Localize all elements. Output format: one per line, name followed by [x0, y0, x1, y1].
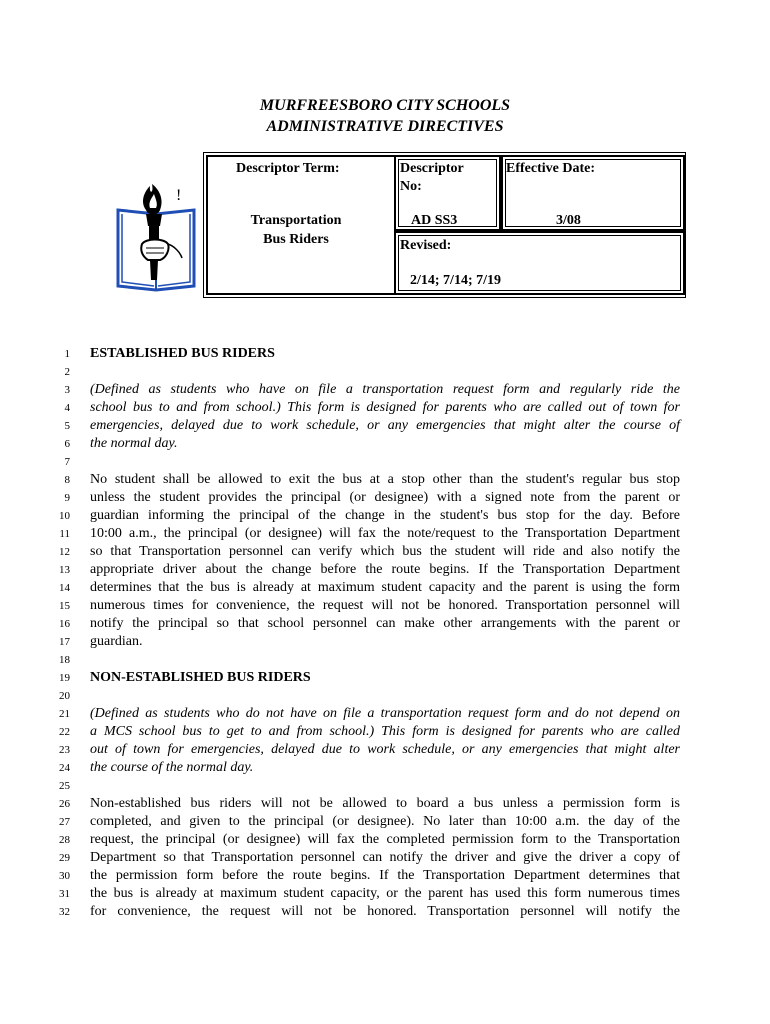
document-title-line1: MURFREESBORO CITY SCHOOLS [259, 97, 511, 114]
descriptor-term-value-line1: Transportation [250, 213, 342, 228]
text-line: unless the student provides the principal (or designee) with a signed note from the parent or [90, 490, 680, 505]
line-number: 14 [59, 582, 70, 594]
line-number: 1 [64, 348, 70, 360]
text-line: the course of the normal day. [90, 760, 254, 775]
text-line: determines that the bus is already at maximum student capacity and the parent is using the form [90, 580, 680, 595]
line-number: 24 [59, 762, 70, 774]
descriptor-no-value: AD SS3 [411, 213, 458, 228]
text-line: emergencies, delayed due to work schedule, or any emergencies that might alter the course of [90, 418, 680, 433]
line-number: 2 [64, 366, 70, 378]
line-number: 9 [64, 492, 70, 504]
text-line: a MCS school bus to get to and from school.) This form is designed for parents who are called [90, 724, 680, 739]
text-line: out of town for emergencies, delayed due to work schedule, or any emergencies that might alter [90, 742, 680, 757]
line-number: 26 [59, 798, 70, 810]
text-line: appropriate driver about the change before the route begins. If the Transportation Department [90, 562, 680, 577]
text-line: (Defined as students who do not have on file a transportation request form and do not depend on [90, 706, 680, 721]
line-number: 29 [59, 852, 70, 864]
line-number: 3 [64, 384, 70, 396]
section-heading: ESTABLISHED BUS RIDERS [90, 346, 275, 361]
line-number: 25 [59, 780, 70, 792]
line-number: 6 [64, 438, 70, 450]
text-line: numerous times for convenience, the request will not be honored. Transportation personnel will [90, 598, 680, 613]
line-number: 7 [64, 456, 70, 468]
text-line: notify the principal so that school personnel can make other arrangements with the parent or [90, 616, 680, 631]
line-number: 30 [59, 870, 70, 882]
text-line: guardian informing the principal of the change in the student's bus stop for the day. Before [90, 508, 680, 523]
descriptor-term-label: Descriptor Term: [236, 161, 340, 176]
line-number: 19 [59, 672, 70, 684]
text-line: Department so that Transportation personnel can notify the driver and give the driver a copy of [90, 850, 680, 865]
document-title-line2: ADMINISTRATIVE DIRECTIVES [266, 118, 504, 135]
line-number: 16 [59, 618, 70, 630]
line-number: 8 [64, 474, 70, 486]
text-line: the bus is already at maximum student capacity, or the parent has used this form numerous times [90, 886, 680, 901]
text-line: school bus to and from school.) This form is designed for parents who are called out of town for [90, 400, 680, 415]
text-line: the normal day. [90, 436, 178, 451]
line-number: 4 [64, 402, 70, 414]
line-number: 20 [59, 690, 70, 702]
text-line: guardian. [90, 634, 143, 649]
line-number: 13 [59, 564, 70, 576]
text-line: (Defined as students who have on file a transportation request form and regularly ride the [90, 382, 680, 397]
line-number: 5 [64, 420, 70, 432]
revised-value: 2/14; 7/14; 7/19 [410, 273, 501, 288]
revised-label: Revised: [400, 238, 452, 253]
text-line: the permission form before the route begins. If the Transportation Department determines that [90, 868, 680, 883]
line-number: 32 [59, 906, 70, 918]
section-heading: NON-ESTABLISHED BUS RIDERS [90, 670, 311, 685]
text-line: No student shall be allowed to exit the bus at a stop other than the student's regular bus stop [90, 472, 680, 487]
line-number: 31 [59, 888, 70, 900]
descriptor-no-label-line1: Descriptor [400, 161, 464, 176]
line-number: 18 [59, 654, 70, 666]
line-number: 15 [59, 600, 70, 612]
svg-text:!: ! [176, 187, 182, 204]
line-number: 28 [59, 834, 70, 846]
text-line: completed, and given to the principal (or designee). No later than 10:00 a.m. the day of the [90, 814, 680, 829]
effective-date-label: Effective Date: [506, 161, 596, 176]
line-number: 12 [59, 546, 70, 558]
line-number: 27 [59, 816, 70, 828]
line-number: 21 [59, 708, 70, 720]
effective-date-value: 3/08 [556, 213, 581, 228]
line-number: 11 [59, 528, 70, 540]
descriptor-term-value-line2: Bus Riders [263, 232, 329, 247]
text-line: so that Transportation personnel can verify which bus the student will ride and also notify the [90, 544, 680, 559]
text-line: for convenience, the request will not be honored. Transportation personnel will notify the [90, 904, 680, 919]
descriptor-no-label-line2: No: [400, 179, 422, 194]
line-number: 22 [59, 726, 70, 738]
text-line: Non-established bus riders will not be allowed to board a bus unless a permission form is [90, 796, 680, 811]
text-line: request, the principal (or designee) will fax the completed permission form to the Transportation [90, 832, 680, 847]
torch-book-logo-icon [116, 180, 196, 292]
line-number: 23 [59, 744, 70, 756]
line-number: 10 [59, 510, 70, 522]
text-line: 10:00 a.m., the principal (or designee) will fax the note/request to the Transportation Department [90, 526, 680, 541]
line-number: 17 [59, 636, 70, 648]
